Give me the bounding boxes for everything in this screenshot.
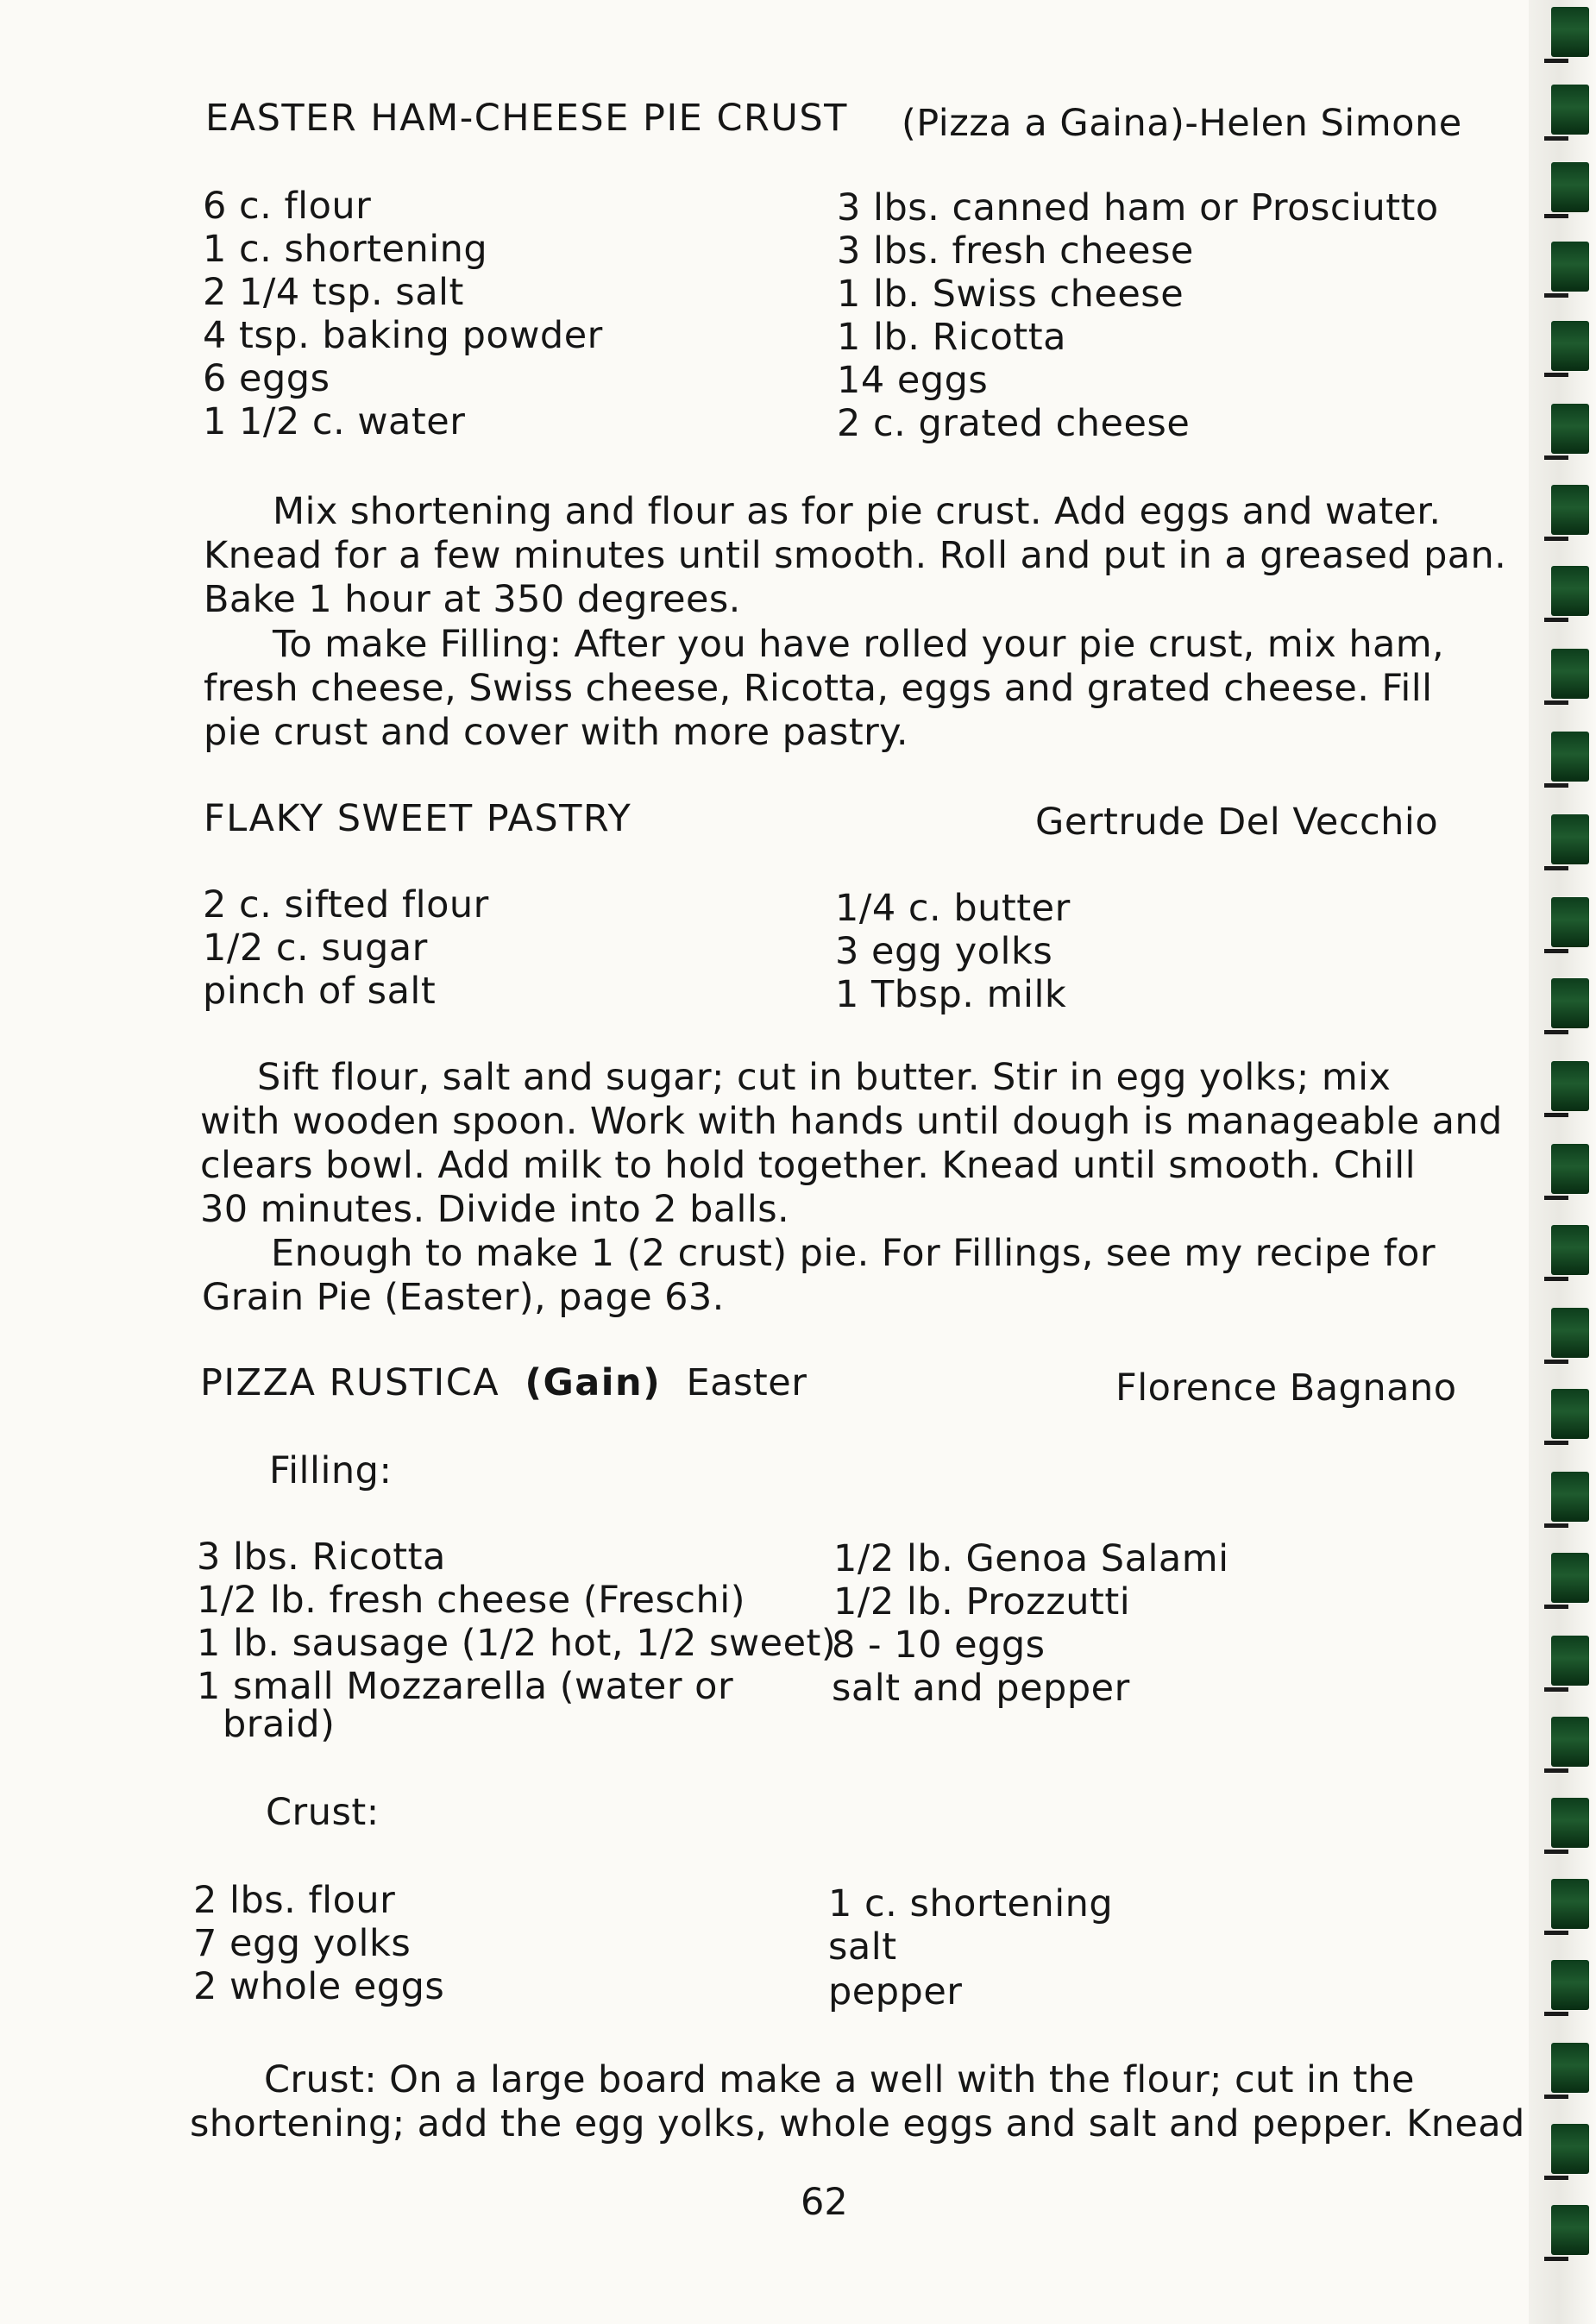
ingredient: 3 egg yolks (835, 930, 1053, 973)
binding-ring (1551, 2124, 1589, 2174)
binding-ring (1551, 978, 1589, 1028)
ingredient: 6 eggs (203, 357, 330, 400)
instructions-paragraph (200, 1056, 1503, 1232)
ingredient: 4 tsp. baking powder (203, 314, 603, 357)
recipe-title-bold: (Gain) (525, 1361, 662, 1404)
ingredient: braid) (223, 1703, 336, 1746)
ingredient: 14 eggs (837, 359, 989, 402)
ingredient: 1 c. shortening (203, 228, 488, 271)
section-label: Crust: (266, 1791, 380, 1834)
instructions-paragraph (202, 1232, 1436, 1320)
binding-ring (1551, 1553, 1589, 1603)
text-line: pie crust and cover with more pastry. (204, 711, 908, 754)
binding-ring (1551, 1061, 1589, 1111)
ingredient: 1 Tbsp. milk (835, 973, 1067, 1016)
ingredient: 8 - 10 eggs (832, 1624, 1046, 1667)
ingredient: pinch of salt (203, 970, 437, 1013)
ingredient: 2 c. sifted flour (203, 883, 489, 926)
ingredient: 1/2 lb. Genoa Salami (833, 1537, 1229, 1580)
binding-ring (1551, 2205, 1589, 2255)
text-line: shortening; add the egg yolks, whole eggs and salt and pepper. Knead (190, 2102, 1525, 2145)
ingredient: 1/4 c. butter (835, 887, 1071, 930)
text-line: 30 minutes. Divide into 2 balls. (200, 1188, 790, 1231)
spiral-binding (1529, 0, 1596, 2324)
recipe-title-suffix: Easter (686, 1361, 807, 1404)
ingredient: 2 whole eggs (193, 1965, 445, 2008)
ingredient: salt (828, 1925, 897, 1969)
binding-ring (1551, 321, 1589, 371)
ingredient: pepper (828, 1970, 963, 2013)
ingredient: 1/2 lb. Prozzutti (833, 1580, 1131, 1624)
binding-ring (1551, 1308, 1589, 1358)
recipe-title-text: PIZZA RUSTICA (200, 1361, 500, 1404)
ingredient: 6 c. flour (203, 185, 372, 228)
text-line: Enough to make 1 (2 crust) pie. For Fillings, see my recipe for (271, 1232, 1436, 1275)
binding-ring (1551, 1472, 1589, 1522)
page-number: 62 (801, 2181, 848, 2224)
binding-ring (1551, 1960, 1589, 2010)
binding-ring (1551, 1144, 1589, 1194)
ingredient: 3 lbs. canned ham or Prosciutto (837, 186, 1439, 229)
text-line: Sift flour, salt and sugar; cut in butter. Stir in egg yolks; mix (257, 1056, 1392, 1099)
binding-ring (1551, 1636, 1589, 1686)
ingredient: 1 c. shortening (828, 1882, 1114, 1925)
instructions-paragraph (204, 490, 1506, 622)
binding-ring (1551, 242, 1589, 292)
binding-ring (1551, 2043, 1589, 2093)
recipe-title: EASTER HAM-CHEESE PIE CRUST (205, 97, 848, 140)
ingredient: 1 small Mozzarella (water or (197, 1665, 734, 1708)
binding-ring (1551, 1717, 1589, 1767)
recipe-author: Florence Bagnano (1115, 1366, 1457, 1410)
recipe-title (200, 1361, 807, 1404)
text-line: with wooden spoon. Work with hands until dough is manageable and (200, 1100, 1503, 1143)
binding-ring (1551, 566, 1589, 616)
binding-ring (1551, 404, 1589, 454)
ingredient: 2 lbs. flour (193, 1879, 396, 1922)
binding-ring (1551, 649, 1589, 699)
binding-ring (1551, 1389, 1589, 1439)
binding-ring (1551, 1798, 1589, 1848)
binding-ring (1551, 7, 1589, 57)
text-line: Bake 1 hour at 350 degrees. (204, 578, 741, 621)
recipe-subtitle: (Pizza a Gaina)-Helen Simone (902, 102, 1462, 145)
binding-ring (1551, 1879, 1589, 1929)
instructions-paragraph (204, 623, 1444, 755)
binding-ring (1551, 897, 1589, 947)
ingredient: 1/2 c. sugar (203, 926, 428, 970)
ingredient: 7 egg yolks (193, 1922, 412, 1965)
text-line: fresh cheese, Swiss cheese, Ricotta, eggs and grated cheese. Fill (204, 667, 1433, 710)
ingredient: 1 1/2 c. water (203, 400, 466, 443)
binding-ring (1551, 814, 1589, 864)
text-line: Mix shortening and flour as for pie crust. Add eggs and water. (273, 490, 1442, 533)
recipe-author: Gertrude Del Vecchio (1035, 801, 1439, 844)
ingredient: 1/2 lb. fresh cheese (Freschi) (197, 1579, 746, 1622)
binding-ring (1551, 485, 1589, 535)
ingredient: 2 c. grated cheese (837, 402, 1191, 445)
instructions-paragraph (190, 2058, 1525, 2146)
ingredient: 1 lb. Ricotta (837, 316, 1066, 359)
text-line: Crust: On a large board make a well with the flour; cut in the (264, 2058, 1415, 2101)
text-line: Grain Pie (Easter), page 63. (202, 1276, 725, 1319)
ingredient: 3 lbs. Ricotta (197, 1536, 446, 1579)
section-label: Filling: (269, 1449, 393, 1492)
binding-ring (1551, 732, 1589, 782)
recipe-title: FLAKY SWEET PASTRY (204, 797, 632, 840)
ingredient: 1 lb. Swiss cheese (837, 273, 1184, 316)
binding-ring (1551, 162, 1589, 212)
binding-ring (1551, 85, 1589, 135)
text-line: clears bowl. Add milk to hold together. Knead until smooth. Chill (200, 1144, 1416, 1187)
ingredient: salt and pepper (832, 1667, 1130, 1710)
binding-ring (1551, 1225, 1589, 1275)
ingredient: 1 lb. sausage (1/2 hot, 1/2 sweet) (197, 1622, 837, 1665)
text-line: Knead for a few minutes until smooth. Roll and put in a greased pan. (204, 534, 1507, 577)
text-line: To make Filling: After you have rolled your pie crust, mix ham, (273, 623, 1445, 666)
ingredient: 2 1/4 tsp. salt (203, 271, 464, 314)
ingredient: 3 lbs. fresh cheese (837, 229, 1194, 273)
